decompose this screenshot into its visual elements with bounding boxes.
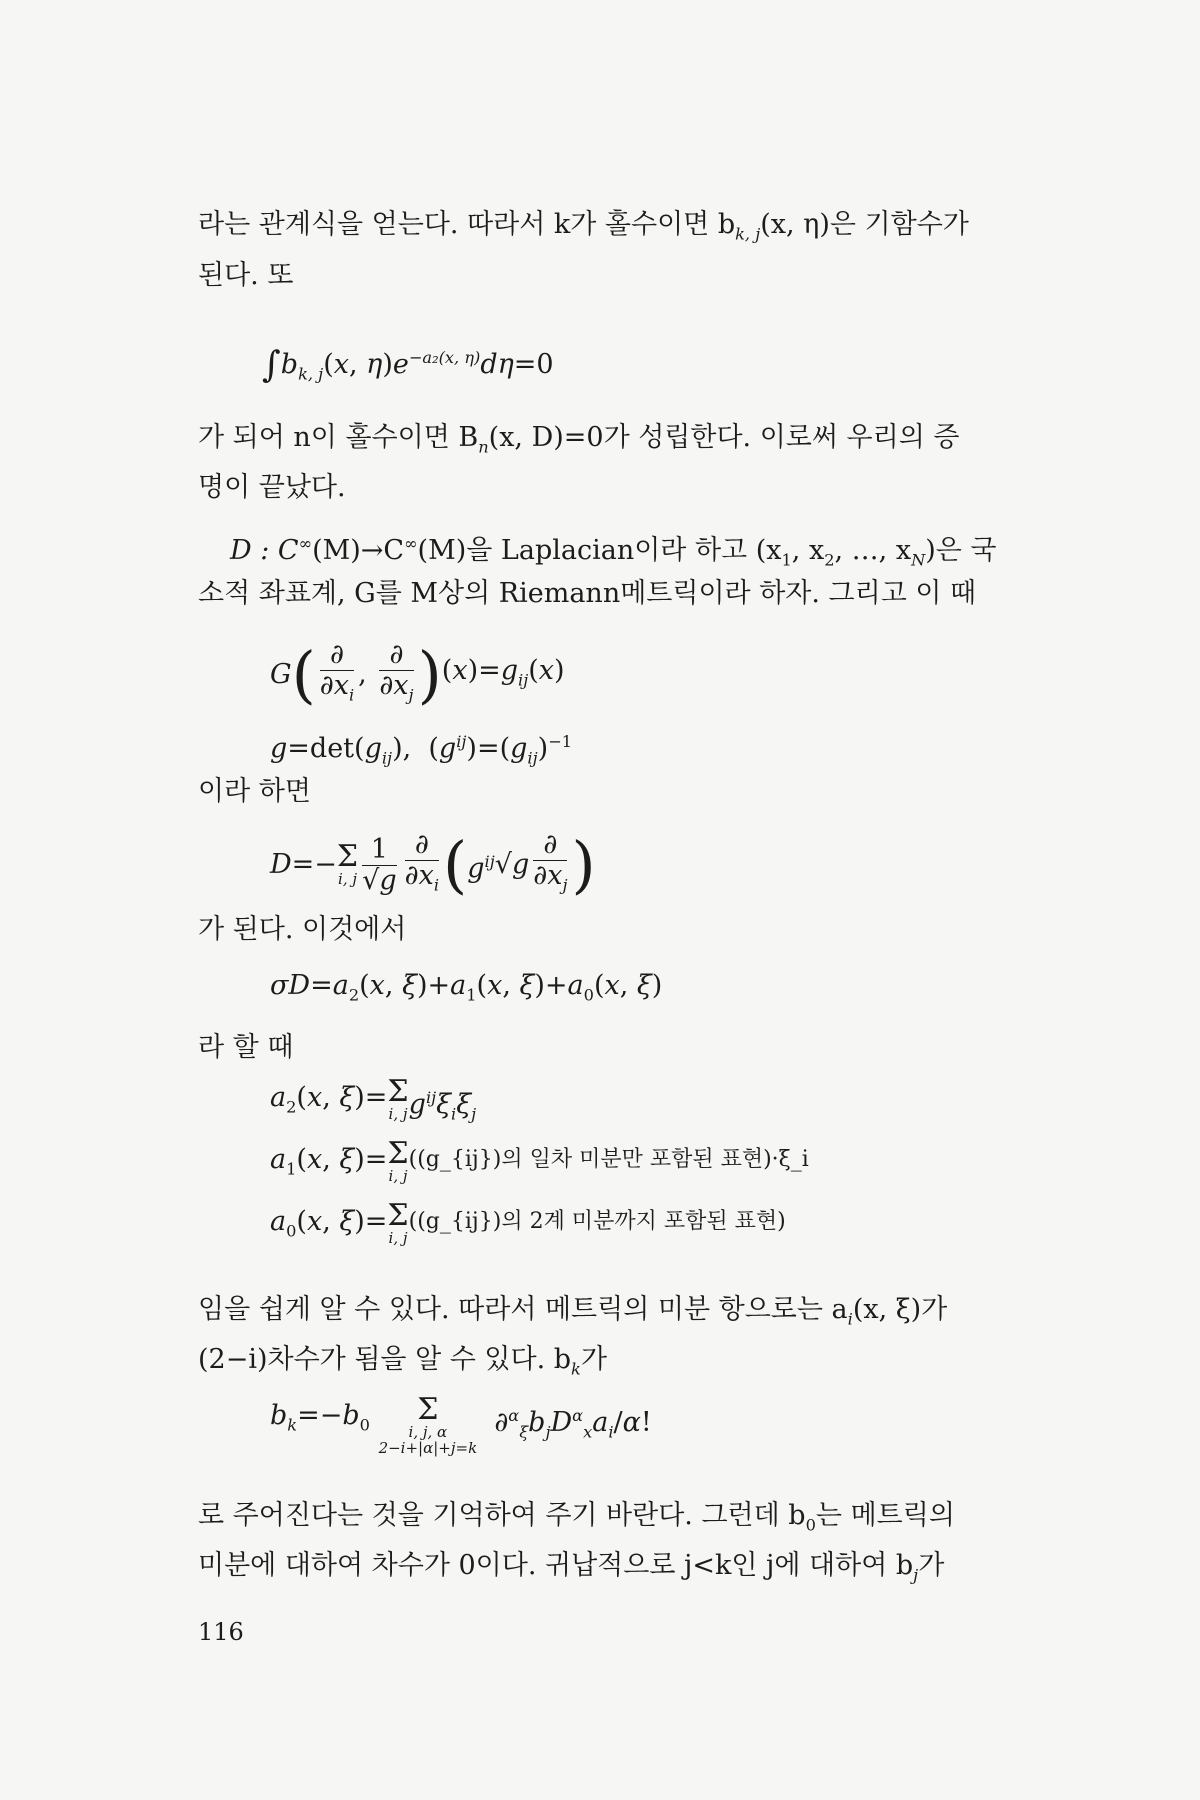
text-line: 라 할 때	[198, 1032, 294, 1063]
text-line: 이라 하면	[198, 776, 311, 807]
page-number: 116	[198, 1618, 244, 1646]
text-line: 로 주어진다는 것을 기억하여 주기 바란다. 그런데 $b_0$는 메트릭의	[198, 1500, 955, 1535]
equation-integral: $\int b_{k, j}(x$, $\eta)e^{-a_2(x, \eta)}d\eta=0$	[262, 344, 554, 386]
text-line: 된다. 또	[198, 260, 294, 291]
equation-a2: $a_2(x$, ξ)= Σ i, j $g^{ij}\xi_i\xi_j$	[270, 1074, 477, 1124]
equation-a1: $a_1(x$, ξ)= Σ i, j $^{((g\_\{ij\})의 일차 미분만 포함된 표현)\cdot\xi\_i}$	[270, 1136, 809, 1185]
text-line: 라는 관계식을 얻는다. 따라서 k가 홀수이면 $b_{k, j}(x$, η)은 기함수가	[198, 209, 969, 244]
text-line: 명이 끝났다.	[198, 472, 346, 503]
text-line: 소적 좌표계, G를 M상의 Riemann메트릭이라 하자. 그리고 이 때	[198, 578, 977, 609]
equation-a0: $a_0(x$, ξ)= Σ i, j $^{((g\_\{ij\})의 2계 미분까지 포함된 표현)}$	[270, 1198, 786, 1247]
text-line: (2−i)차수가 됨을 알 수 있다. $b_k$가	[198, 1344, 607, 1379]
text-line: 가 된다. 이것에서	[198, 914, 407, 945]
equation-metric: G( $\frac{\partial}{\partial x_i}$ , $\frac{\partial}{\partial x_j}$ )$(x)=g_{ij}(x)$	[270, 638, 565, 712]
text-line: D : C∞(M)→C∞(M)을 Laplacian이라 하고 ($x_1$, $x_2$, …, $x_N$)은 국	[230, 534, 997, 570]
text-line: 미분에 대하여 차수가 0이다. 귀납적으로 j<k인 j에 대하여 $b_j$가	[198, 1550, 945, 1585]
equation-determinant: $g=\det(g_{ij})$, $(g^{ij})=(g_{ij})^{-1}$	[270, 732, 573, 768]
equation-laplacian: D=− Σ i, j $\frac{1}{√g}$ $\frac{\partial}{\partial x_i}$ ($g^{ij}√g$ $\frac{\partial}{\partial x_j}$ )	[270, 828, 596, 902]
equation-symbol: $\sigma D=a_2(x$, $\xi)+a_1(x$, $\xi)+a_0(x$, ξ)	[270, 970, 663, 1005]
text-line: 가 되어 n이 홀수이면 $B_n(x$, D)=0가 성립한다. 이로써 우리의 증	[198, 422, 960, 457]
equation-bk: $b_k=-b_0$ Σ i, j, α 2−i+|α|+j=k $\partial^\alpha_\xi b_jD^\alpha_xa_i/\alpha$!	[270, 1392, 652, 1457]
text-line: 임을 쉽게 알 수 있다. 따라서 메트릭의 미분 항으로는 $a_i(x$, ξ)가	[198, 1294, 948, 1329]
